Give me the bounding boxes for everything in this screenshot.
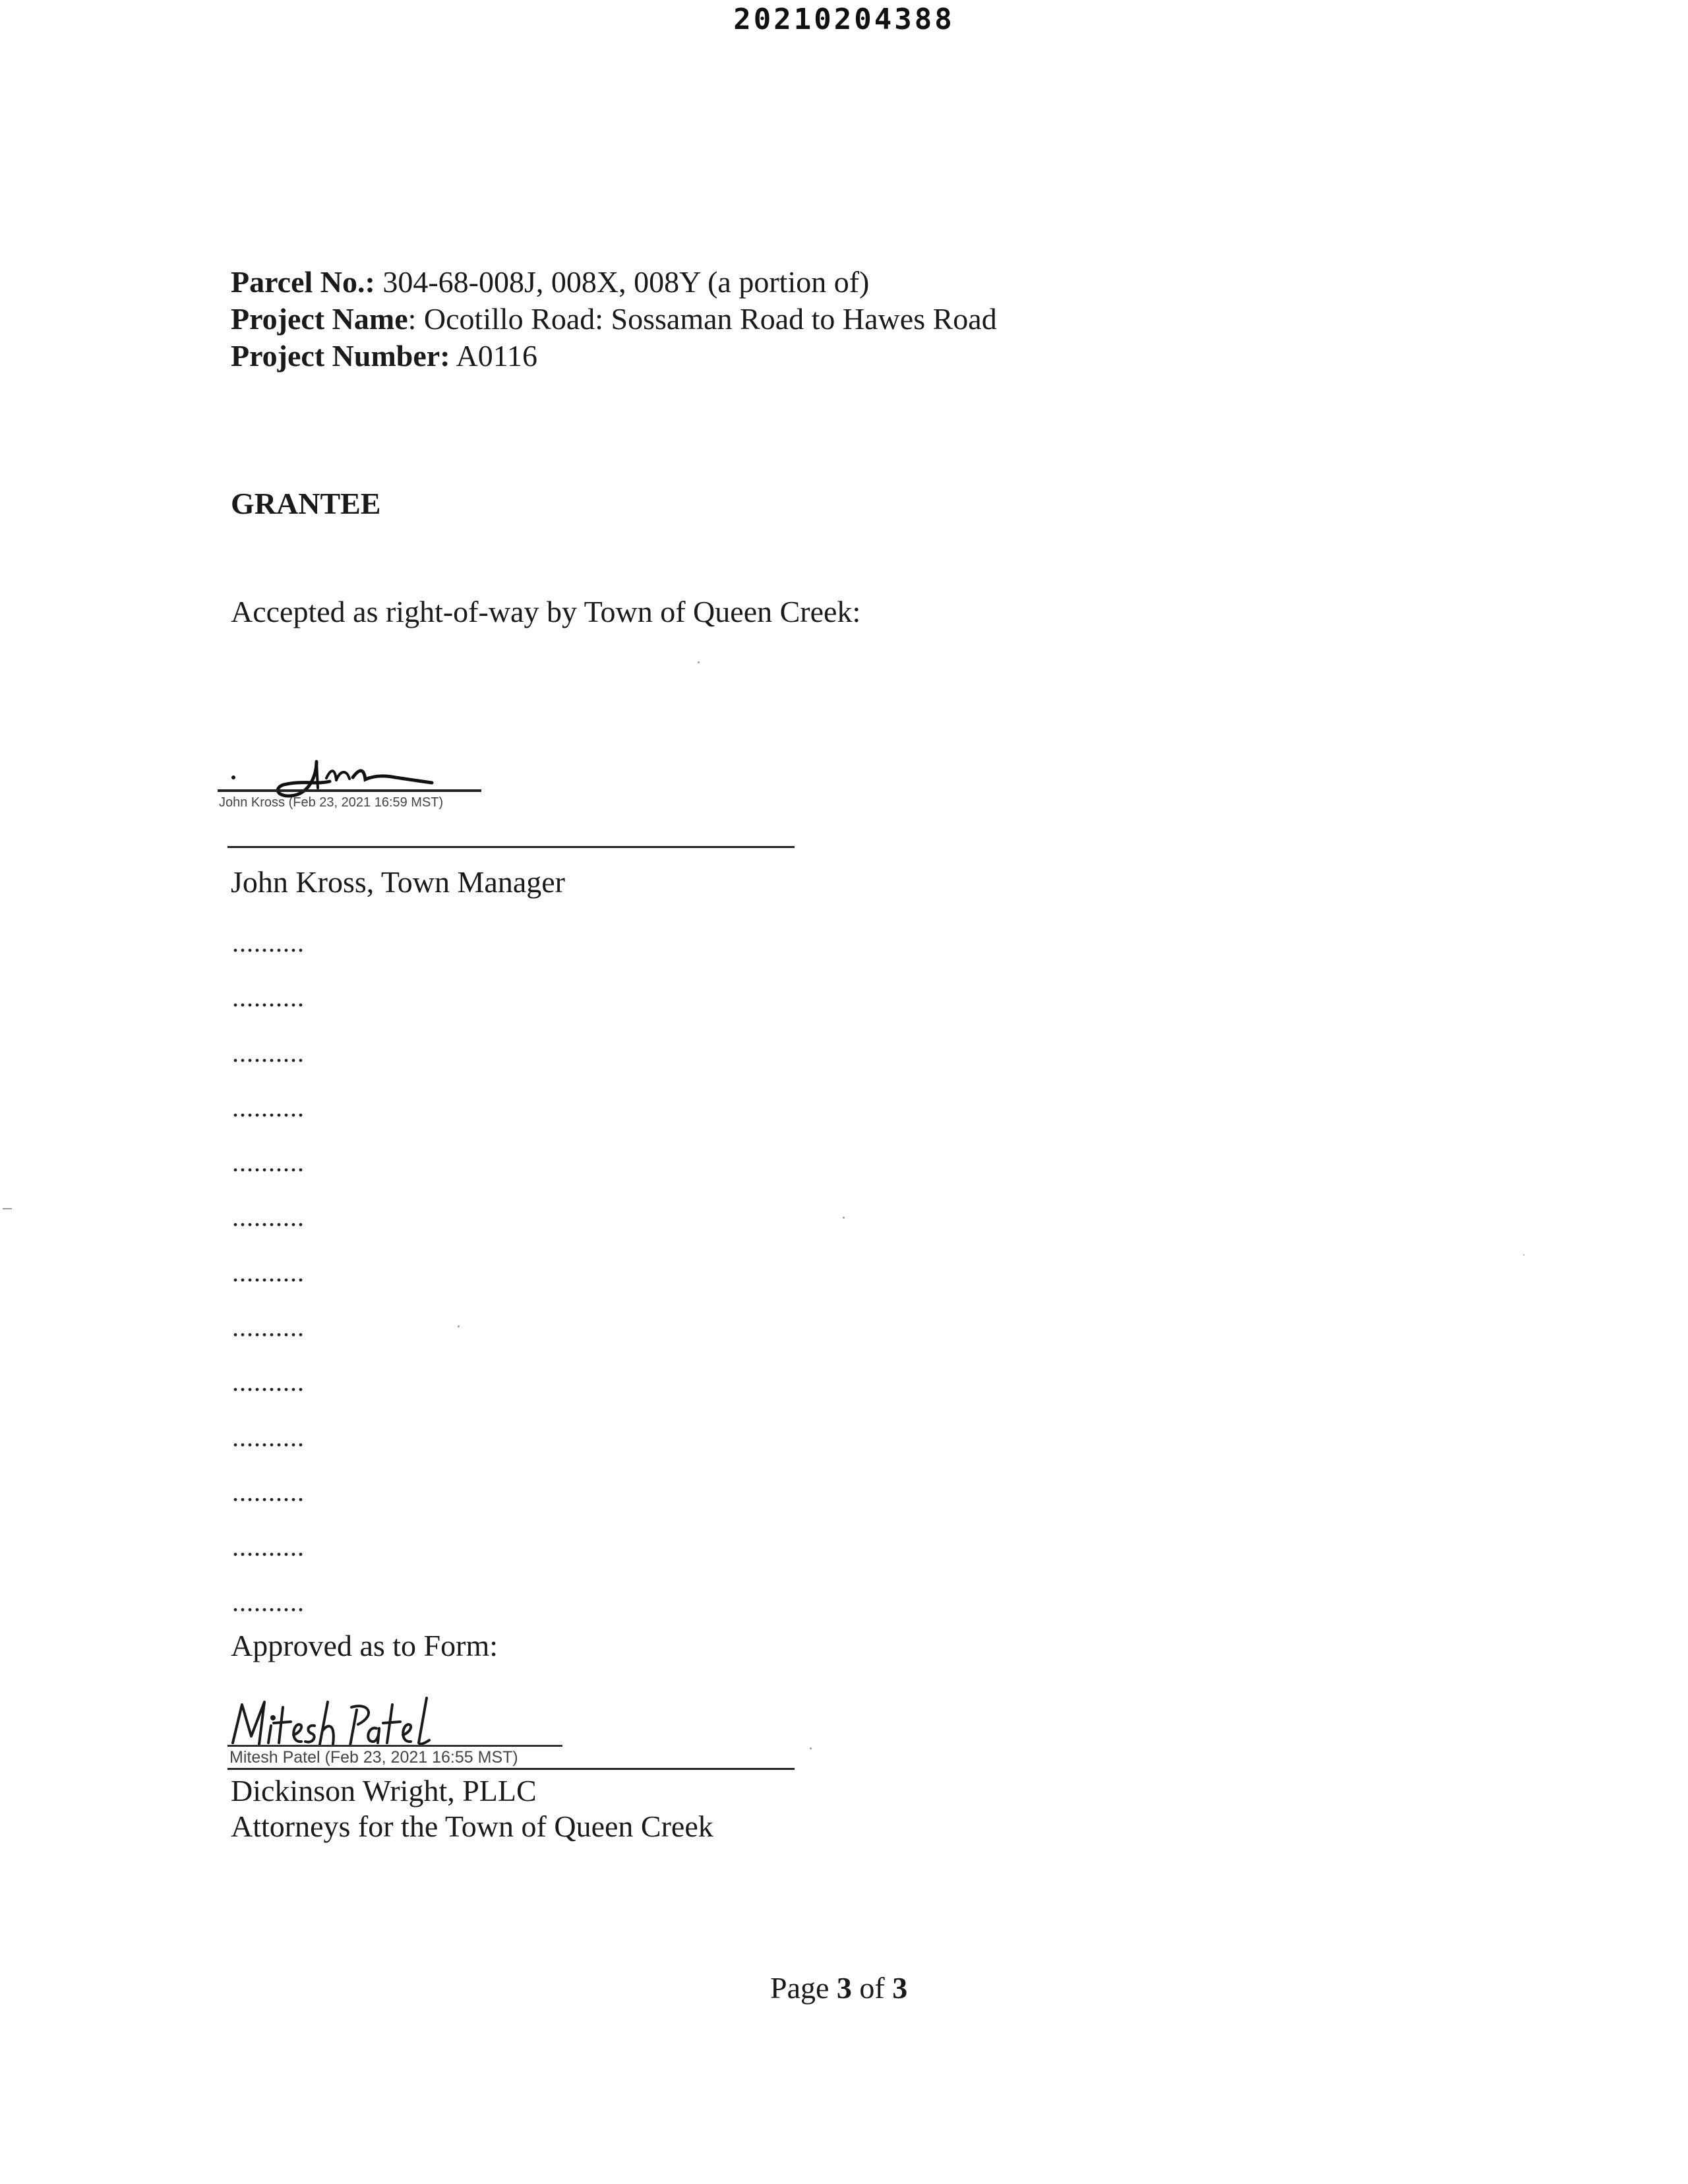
firm-name: Dickinson Wright, PLLC <box>231 1774 537 1807</box>
page-number <box>770 1970 907 2005</box>
signature-2-stamp: Mitesh Patel (Feb 23, 2021 16:55 MST) <box>229 1748 518 1767</box>
scan-speck <box>1523 1254 1524 1256</box>
dot-leader-row: .......... <box>232 1367 305 1397</box>
acceptance-text: Accepted as right-of-way by Town of Queen Creek: <box>231 595 861 628</box>
project-name-label: Project Name <box>231 302 408 336</box>
grantee-heading: GRANTEE <box>231 487 381 520</box>
approved-as-to-form: Approved as to Form: <box>231 1629 498 1662</box>
dot-leader-row: .......... <box>232 928 305 957</box>
dot-leader-row: .......... <box>232 1422 305 1452</box>
parcel-line <box>231 264 997 301</box>
recording-number: 20210204388 <box>733 3 955 36</box>
dot-leader-row: .......... <box>232 1476 305 1507</box>
scan-speck <box>3 1208 12 1209</box>
dot-leader-row: .......... <box>232 1257 305 1287</box>
scan-speck <box>843 1217 845 1219</box>
page-mid: of <box>851 1971 893 2005</box>
dot-leader-row: .......... <box>232 1587 305 1617</box>
parcel-header <box>231 264 997 375</box>
project-name-line <box>231 301 997 338</box>
signer-1-name: John Kross, Town Manager <box>231 865 565 899</box>
signature-2-line <box>227 1745 562 1747</box>
dot-leader-list <box>232 930 364 1644</box>
dot-leader-row: .......... <box>232 1147 305 1178</box>
parcel-label: Parcel No.: <box>231 265 375 299</box>
dot-leader-row: .......... <box>232 1202 305 1232</box>
dot-leader-row: .......... <box>232 983 305 1013</box>
project-number-label: Project Number: <box>231 339 450 373</box>
signature-1-line <box>218 789 481 792</box>
dot-leader-row: .......... <box>232 1092 305 1122</box>
dot-leader-row: .......... <box>232 1037 305 1068</box>
project-name-value: : Ocotillo Road: Sossaman Road to Hawes Road <box>407 302 997 336</box>
project-number-value: A0116 <box>450 339 537 373</box>
page-total: 3 <box>892 1971 908 2005</box>
firm-role: Attorneys for the Town of Queen Creek <box>231 1809 713 1843</box>
dot-leader-row: .......... <box>232 1532 305 1562</box>
signature-1-stamp: John Kross (Feb 23, 2021 16:59 MST) <box>219 795 444 810</box>
scan-speck <box>810 1747 812 1749</box>
page-prefix: Page <box>770 1971 837 2005</box>
signature-1-rule <box>227 846 795 848</box>
parcel-value: 304-68-008J, 008X, 008Y (a portion of) <box>375 265 870 299</box>
project-number-line <box>231 338 997 375</box>
scan-speck <box>458 1325 460 1327</box>
signature-2-rule <box>227 1768 795 1770</box>
dot-leader-row: .......... <box>232 1312 305 1343</box>
scan-speck <box>698 661 700 663</box>
page-current: 3 <box>836 1971 852 2005</box>
